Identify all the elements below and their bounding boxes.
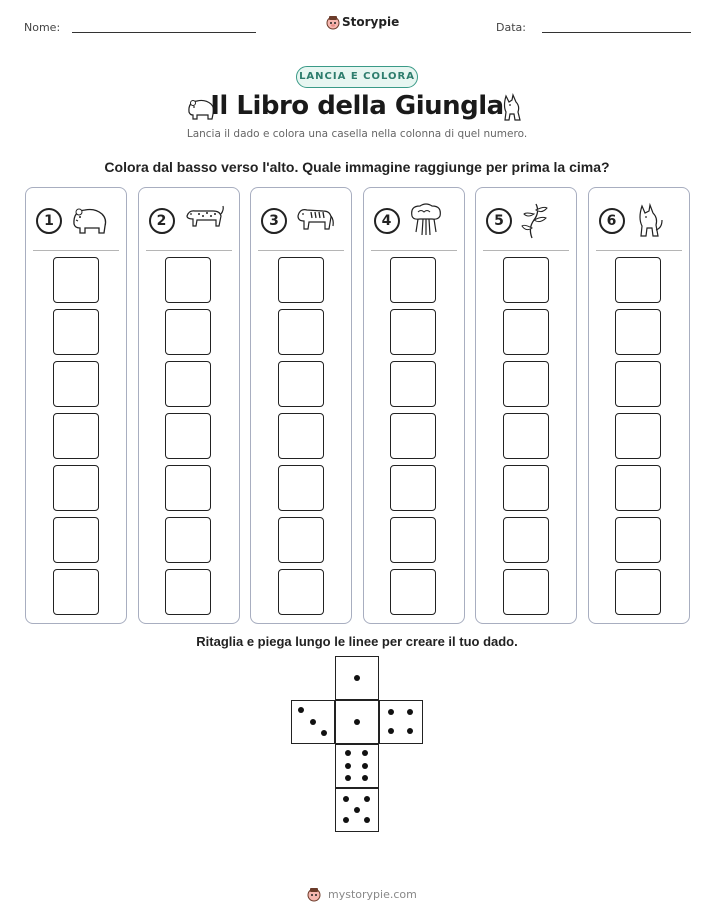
column-number: 1 — [36, 208, 62, 234]
date-line[interactable] — [542, 32, 691, 33]
column-divider — [596, 250, 682, 251]
die-pip — [364, 796, 370, 802]
die-pip — [310, 719, 316, 725]
color-cell[interactable] — [503, 413, 549, 459]
die-pip — [345, 763, 351, 769]
column-3 — [250, 187, 352, 624]
brand-logo — [325, 14, 400, 32]
name-label: Nome: — [24, 21, 61, 34]
column-5 — [475, 187, 577, 624]
die-face-5 — [335, 788, 379, 832]
color-cell[interactable] — [615, 361, 661, 407]
color-cell[interactable] — [615, 413, 661, 459]
column-number: 5 — [486, 208, 512, 234]
die-face-1 — [335, 700, 379, 744]
column-number: 4 — [374, 208, 400, 234]
jungle-vine-icon — [520, 202, 550, 245]
wolf-icon — [633, 202, 665, 245]
name-line[interactable] — [72, 32, 256, 33]
color-cell[interactable] — [165, 517, 211, 563]
date-label: Data: — [496, 21, 526, 34]
column-2 — [138, 187, 240, 624]
color-cell[interactable] — [165, 309, 211, 355]
footer — [306, 886, 416, 904]
pig-mascot-icon — [325, 14, 341, 30]
tiger-icon — [295, 202, 335, 239]
color-cell[interactable] — [615, 569, 661, 615]
column-divider — [33, 250, 119, 251]
die-pip — [345, 750, 351, 756]
die-pip — [321, 730, 327, 736]
color-cell[interactable] — [390, 517, 436, 563]
page-title: Il Libro della Giungla — [210, 91, 504, 121]
color-cell[interactable] — [278, 361, 324, 407]
column-number: 2 — [149, 208, 175, 234]
die-pip — [362, 763, 368, 769]
color-cell[interactable] — [165, 413, 211, 459]
die-face-6 — [335, 744, 379, 788]
column-number: 6 — [599, 208, 625, 234]
color-cell[interactable] — [503, 465, 549, 511]
color-cell[interactable] — [503, 517, 549, 563]
die-pip — [388, 728, 394, 734]
color-cell[interactable] — [615, 257, 661, 303]
color-cell[interactable] — [53, 361, 99, 407]
color-cell[interactable] — [390, 361, 436, 407]
column-divider — [371, 250, 457, 251]
die-face-1 — [335, 656, 379, 700]
column-number: 3 — [261, 208, 287, 234]
color-cell[interactable] — [615, 465, 661, 511]
color-cell[interactable] — [278, 569, 324, 615]
banyan-tree-icon — [408, 202, 444, 243]
color-cell[interactable] — [503, 309, 549, 355]
game-instruction: Colora dal basso verso l'alto. Quale immagine raggiunge per prima la cima? — [104, 159, 610, 175]
die-pip — [407, 709, 413, 715]
color-cell[interactable] — [53, 569, 99, 615]
color-cell[interactable] — [165, 569, 211, 615]
die-pip — [364, 817, 370, 823]
die-pip — [343, 817, 349, 823]
die-pip — [345, 775, 351, 781]
color-cell[interactable] — [53, 257, 99, 303]
die-face-4 — [379, 700, 423, 744]
column-divider — [146, 250, 232, 251]
color-cell[interactable] — [615, 517, 661, 563]
color-cell[interactable] — [278, 465, 324, 511]
column-6 — [588, 187, 690, 624]
color-cell[interactable] — [53, 517, 99, 563]
activity-badge: LANCIA E COLORA — [296, 66, 418, 88]
die-pip — [298, 707, 304, 713]
color-cell[interactable] — [53, 413, 99, 459]
die-pip — [354, 675, 360, 681]
color-cell[interactable] — [503, 257, 549, 303]
color-cell[interactable] — [390, 569, 436, 615]
color-cell[interactable] — [390, 465, 436, 511]
footer-pig-icon — [306, 886, 322, 902]
color-cell[interactable] — [278, 257, 324, 303]
color-cell[interactable] — [165, 465, 211, 511]
color-cell[interactable] — [503, 361, 549, 407]
color-cell[interactable] — [503, 569, 549, 615]
color-cell[interactable] — [53, 465, 99, 511]
column-divider — [258, 250, 344, 251]
color-cell[interactable] — [390, 413, 436, 459]
die-face-3 — [291, 700, 335, 744]
page-subtitle: Lancia il dado e colora una casella nella colonna di quel numero. — [186, 128, 528, 140]
footer-url[interactable]: mystorypie.com — [328, 888, 417, 901]
color-cell[interactable] — [278, 413, 324, 459]
color-cell[interactable] — [165, 361, 211, 407]
color-cell[interactable] — [278, 309, 324, 355]
color-cell[interactable] — [390, 257, 436, 303]
brand-name: Storypie — [342, 15, 400, 29]
cut-instruction: Ritaglia e piega lungo le linee per creare il tuo dado. — [196, 634, 518, 649]
die-pip — [362, 775, 368, 781]
column-4 — [363, 187, 465, 624]
color-cell[interactable] — [53, 309, 99, 355]
die-pip — [354, 807, 360, 813]
die-pip — [407, 728, 413, 734]
wolf-decoration-icon — [498, 92, 526, 124]
column-divider — [483, 250, 569, 251]
die-pip — [362, 750, 368, 756]
color-cell[interactable] — [278, 517, 324, 563]
column-1 — [25, 187, 127, 624]
die-pip — [388, 709, 394, 715]
color-cell[interactable] — [165, 257, 211, 303]
bear-icon — [70, 202, 110, 241]
die-pip — [354, 719, 360, 725]
color-cell[interactable] — [390, 309, 436, 355]
die-pip — [343, 796, 349, 802]
color-cell[interactable] — [615, 309, 661, 355]
leopard-icon — [183, 202, 225, 237]
